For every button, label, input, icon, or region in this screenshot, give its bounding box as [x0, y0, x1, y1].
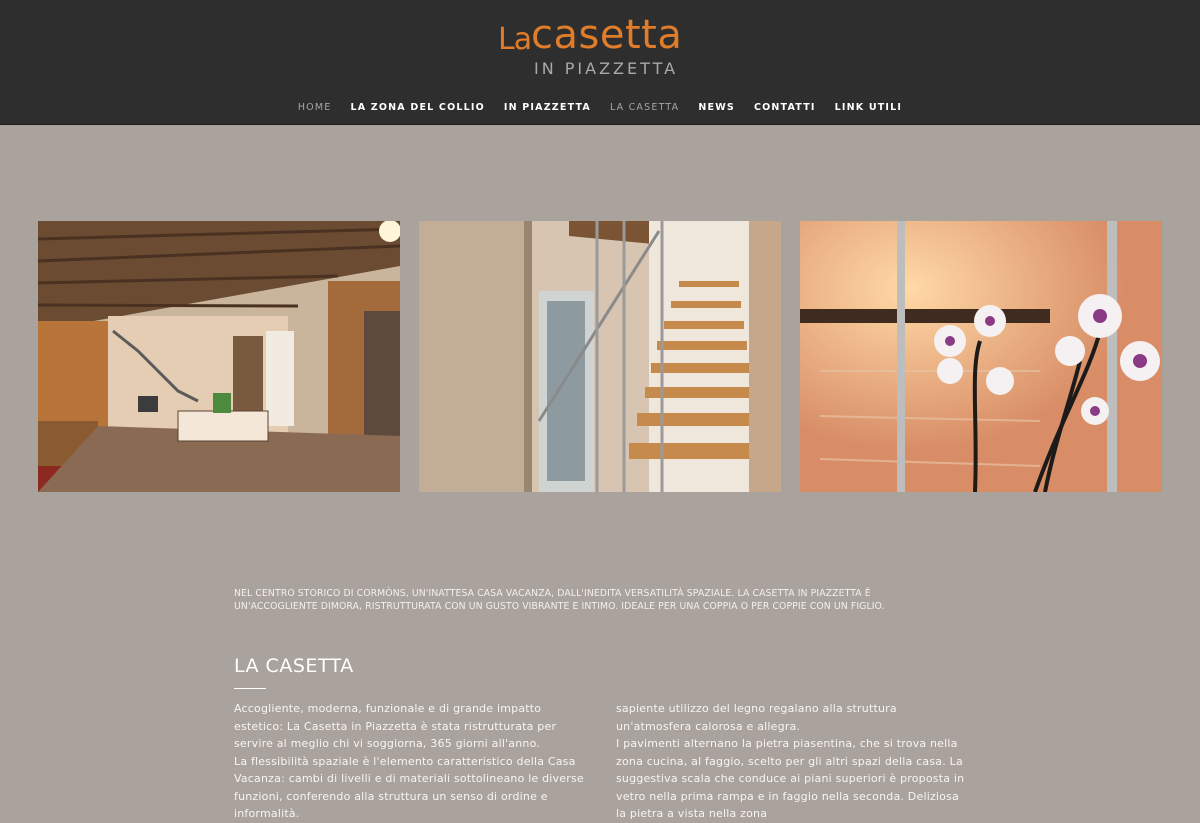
content-column-2: [616, 700, 966, 823]
logo-la: La: [498, 22, 532, 57]
logo-casetta: casetta: [531, 12, 683, 58]
nav-in-piazzetta[interactable]: IN PIAZZETTA: [503, 102, 591, 113]
site-header: [0, 0, 1200, 125]
content-column-1: [234, 700, 584, 823]
photo-staircase-icon: [419, 221, 781, 492]
column-1-paragraph: La flessibilità spaziale è l'elemento caratteristico della Casa Vacanza: cambi di livelli e di materiali sottolineano le diverse funzioni, conferendo alla struttura un senso di ordine e informalità.: [234, 754, 584, 820]
nav-la-zona-del-collio[interactable]: LA ZONA DEL COLLIO: [350, 102, 485, 113]
gallery-photo-staircase[interactable]: [419, 221, 781, 492]
photo-orchid-icon: [800, 221, 1162, 492]
nav-la-casetta[interactable]: LA CASETTA: [609, 102, 680, 113]
intro-text: NEL CENTRO STORICO DI CORMÒNS, UN'INATTESA CASA VACANZA, DALL'INEDITA VERSATILITÀ SPAZIALE. LA CASETTA IN PIAZZETTA È UN'ACCOGLIENTE DIMORA, RISTRUTTURATA CON UN GUSTO VIBRANTE E INTIMO. IDEALE PER UNA COPPIA O PER COPPIE CON UN FIGLIO.: [234, 588, 885, 612]
nav-home[interactable]: HOME: [297, 102, 332, 113]
column-2-paragraph: sapiente utilizzo del legno regalano alla struttura un'atmosfera calorosa e allegra.: [616, 702, 897, 733]
section-title: LA CASETTA: [234, 655, 354, 677]
column-1-paragraph: Accogliente, moderna, funzionale e di grande impatto estetico: La Casetta in Piazzetta è stata ristrutturata per servire al meglio chi vi soggiorna, 365 giorni all'anno.: [234, 702, 557, 750]
photo-living-kitchen-icon: [38, 221, 400, 492]
gallery-photo-orchid[interactable]: [800, 221, 1162, 492]
column-2-paragraph: I pavimenti alternano la pietra piasentina, che si trova nella zona cucina, al faggio, scelto per gli altri spazi della casa. La suggestiva scala che conduce ai piani superiori è proposta in vetro nella prima rampa e in faggio nella seconda. Deliziosa la pietra a vista nella zona: [616, 737, 965, 820]
nav-contatti[interactable]: CONTATTI: [753, 102, 816, 113]
nav-news[interactable]: NEWS: [698, 102, 735, 113]
nav-link-utili[interactable]: LINK UTILI: [834, 102, 903, 113]
logo-subtitle: IN PIAZZETTA: [534, 59, 679, 78]
title-divider: [234, 688, 266, 689]
gallery-photo-living-kitchen[interactable]: [38, 221, 400, 492]
site-logo[interactable]: [498, 14, 708, 80]
main-nav: [0, 102, 1200, 113]
